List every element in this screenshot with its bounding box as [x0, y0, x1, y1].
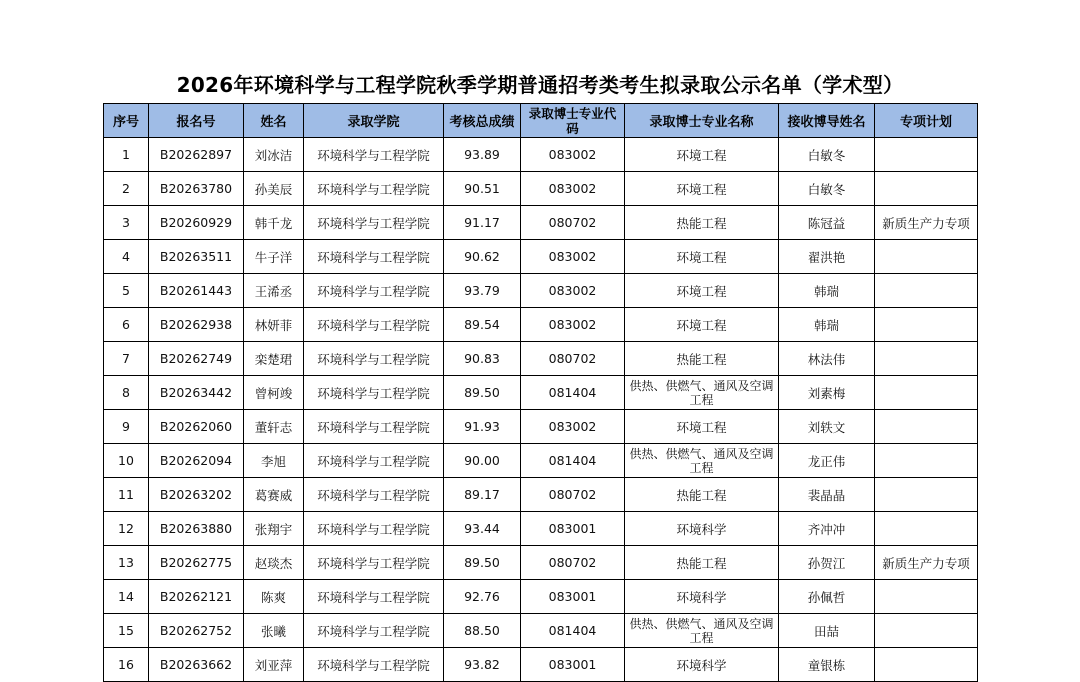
cell-reg-no: B20263511 [149, 240, 244, 274]
cell-reg-no: B20260929 [149, 206, 244, 240]
cell-major-name: 环境工程 [625, 308, 779, 342]
cell-reg-no: B20262938 [149, 308, 244, 342]
cell-major-code: 083001 [521, 648, 625, 682]
cell-reg-no: B20262749 [149, 342, 244, 376]
cell-index: 9 [104, 410, 149, 444]
cell-college: 环境科学与工程学院 [304, 512, 444, 546]
cell-index: 5 [104, 274, 149, 308]
cell-major-name: 热能工程 [625, 546, 779, 580]
table-row [104, 444, 978, 478]
cell-college: 环境科学与工程学院 [304, 376, 444, 410]
cell-total-score: 93.82 [444, 648, 521, 682]
cell-index: 6 [104, 308, 149, 342]
cell-college: 环境科学与工程学院 [304, 206, 444, 240]
cell-major-code: 081404 [521, 444, 625, 478]
cell-major-name: 环境工程 [625, 172, 779, 206]
cell-name: 王浠丞 [244, 274, 304, 308]
cell-total-score: 89.17 [444, 478, 521, 512]
cell-special-plan: 新质生产力专项 [875, 206, 978, 240]
cell-college: 环境科学与工程学院 [304, 546, 444, 580]
cell-total-score: 93.44 [444, 512, 521, 546]
cell-name: 孙美辰 [244, 172, 304, 206]
cell-supervisor: 龙正伟 [779, 444, 875, 478]
cell-major-code: 083002 [521, 410, 625, 444]
table-row [104, 478, 978, 512]
header-row [104, 104, 978, 138]
cell-college: 环境科学与工程学院 [304, 308, 444, 342]
cell-major-code: 080702 [521, 342, 625, 376]
cell-major-name: 环境科学 [625, 512, 779, 546]
table-body [104, 138, 978, 682]
document-title: 2026年环境科学与工程学院秋季学期普通招考类考生拟录取公示名单（学术型） [176, 73, 904, 97]
cell-special-plan [875, 410, 978, 444]
cell-name: 曾柯竣 [244, 376, 304, 410]
col-header-name: 姓名 [244, 104, 304, 138]
table-row [104, 546, 978, 580]
cell-special-plan [875, 274, 978, 308]
cell-supervisor: 刘素梅 [779, 376, 875, 410]
cell-major-code: 083002 [521, 172, 625, 206]
cell-special-plan: 新质生产力专项 [875, 546, 978, 580]
cell-supervisor: 翟洪艳 [779, 240, 875, 274]
cell-total-score: 92.76 [444, 580, 521, 614]
cell-major-code: 083002 [521, 240, 625, 274]
table-row [104, 614, 978, 648]
cell-reg-no: B20263780 [149, 172, 244, 206]
table-row [104, 172, 978, 206]
cell-name: 张翔宇 [244, 512, 304, 546]
cell-major-name: 环境工程 [625, 274, 779, 308]
cell-index: 16 [104, 648, 149, 682]
cell-supervisor: 田喆 [779, 614, 875, 648]
cell-major-name: 环境工程 [625, 410, 779, 444]
cell-supervisor: 林法伟 [779, 342, 875, 376]
admission-list-table [103, 103, 978, 682]
cell-major-code: 081404 [521, 614, 625, 648]
cell-supervisor: 童银栋 [779, 648, 875, 682]
table-row [104, 138, 978, 172]
cell-college: 环境科学与工程学院 [304, 614, 444, 648]
cell-index: 12 [104, 512, 149, 546]
cell-special-plan [875, 240, 978, 274]
col-header-major-name: 录取博士专业名称 [625, 104, 779, 138]
cell-college: 环境科学与工程学院 [304, 342, 444, 376]
col-header-college: 录取学院 [304, 104, 444, 138]
cell-special-plan [875, 478, 978, 512]
table-row [104, 580, 978, 614]
table-row [104, 512, 978, 546]
cell-index: 13 [104, 546, 149, 580]
cell-major-code: 080702 [521, 546, 625, 580]
cell-total-score: 90.83 [444, 342, 521, 376]
cell-total-score: 93.79 [444, 274, 521, 308]
cell-reg-no: B20263880 [149, 512, 244, 546]
table-row [104, 206, 978, 240]
table-header [104, 104, 978, 138]
cell-name: 刘冰洁 [244, 138, 304, 172]
col-header-special-plan: 专项计划 [875, 104, 978, 138]
cell-major-name: 热能工程 [625, 478, 779, 512]
cell-reg-no: B20263442 [149, 376, 244, 410]
cell-major-name: 供热、供燃气、通风及空调工程 [625, 614, 779, 648]
cell-total-score: 90.51 [444, 172, 521, 206]
col-header-supervisor: 接收博导姓名 [779, 104, 875, 138]
cell-supervisor: 裴晶晶 [779, 478, 875, 512]
cell-name: 赵琰杰 [244, 546, 304, 580]
cell-name: 李旭 [244, 444, 304, 478]
cell-major-code: 083001 [521, 512, 625, 546]
table-row [104, 410, 978, 444]
cell-total-score: 93.89 [444, 138, 521, 172]
cell-college: 环境科学与工程学院 [304, 478, 444, 512]
cell-index: 10 [104, 444, 149, 478]
cell-index: 4 [104, 240, 149, 274]
cell-major-name: 供热、供燃气、通风及空调工程 [625, 444, 779, 478]
cell-supervisor: 白敏冬 [779, 138, 875, 172]
cell-reg-no: B20262897 [149, 138, 244, 172]
cell-special-plan [875, 138, 978, 172]
cell-supervisor: 齐冲冲 [779, 512, 875, 546]
cell-major-name: 环境科学 [625, 580, 779, 614]
cell-total-score: 91.93 [444, 410, 521, 444]
cell-total-score: 89.54 [444, 308, 521, 342]
cell-name: 刘亚萍 [244, 648, 304, 682]
cell-college: 环境科学与工程学院 [304, 444, 444, 478]
cell-index: 8 [104, 376, 149, 410]
cell-total-score: 89.50 [444, 376, 521, 410]
cell-major-name: 热能工程 [625, 206, 779, 240]
cell-name: 陈爽 [244, 580, 304, 614]
cell-reg-no: B20262752 [149, 614, 244, 648]
cell-name: 葛赛威 [244, 478, 304, 512]
cell-supervisor: 陈冠益 [779, 206, 875, 240]
cell-index: 1 [104, 138, 149, 172]
cell-major-code: 081404 [521, 376, 625, 410]
cell-college: 环境科学与工程学院 [304, 580, 444, 614]
cell-total-score: 91.17 [444, 206, 521, 240]
cell-total-score: 88.50 [444, 614, 521, 648]
cell-major-name: 环境工程 [625, 240, 779, 274]
cell-special-plan [875, 308, 978, 342]
col-header-reg-no: 报名号 [149, 104, 244, 138]
cell-major-code: 083001 [521, 580, 625, 614]
cell-reg-no: B20261443 [149, 274, 244, 308]
cell-index: 2 [104, 172, 149, 206]
cell-special-plan [875, 648, 978, 682]
cell-reg-no: B20262060 [149, 410, 244, 444]
cell-major-code: 080702 [521, 478, 625, 512]
cell-supervisor: 白敏冬 [779, 172, 875, 206]
cell-major-code: 080702 [521, 206, 625, 240]
cell-special-plan [875, 512, 978, 546]
cell-name: 张曦 [244, 614, 304, 648]
table-row [104, 240, 978, 274]
table-row [104, 376, 978, 410]
cell-college: 环境科学与工程学院 [304, 138, 444, 172]
table-row [104, 308, 978, 342]
cell-supervisor: 孙佩哲 [779, 580, 875, 614]
table-row [104, 648, 978, 682]
cell-total-score: 90.00 [444, 444, 521, 478]
cell-major-name: 环境工程 [625, 138, 779, 172]
cell-supervisor: 韩瑞 [779, 308, 875, 342]
cell-reg-no: B20263662 [149, 648, 244, 682]
cell-special-plan [875, 614, 978, 648]
cell-major-code: 083002 [521, 308, 625, 342]
cell-name: 董轩志 [244, 410, 304, 444]
cell-major-name: 供热、供燃气、通风及空调工程 [625, 376, 779, 410]
cell-index: 15 [104, 614, 149, 648]
cell-major-name: 环境科学 [625, 648, 779, 682]
cell-major-code: 083002 [521, 138, 625, 172]
cell-special-plan [875, 342, 978, 376]
cell-total-score: 90.62 [444, 240, 521, 274]
table-row [104, 342, 978, 376]
col-header-index: 序号 [104, 104, 149, 138]
cell-total-score: 89.50 [444, 546, 521, 580]
cell-special-plan [875, 172, 978, 206]
cell-name: 韩千龙 [244, 206, 304, 240]
cell-name: 牛子洋 [244, 240, 304, 274]
cell-index: 7 [104, 342, 149, 376]
cell-name: 林妍菲 [244, 308, 304, 342]
cell-supervisor: 韩瑞 [779, 274, 875, 308]
cell-major-name: 热能工程 [625, 342, 779, 376]
cell-index: 14 [104, 580, 149, 614]
table-row [104, 274, 978, 308]
cell-special-plan [875, 376, 978, 410]
cell-college: 环境科学与工程学院 [304, 240, 444, 274]
cell-supervisor: 刘轶文 [779, 410, 875, 444]
cell-supervisor: 孙贺江 [779, 546, 875, 580]
cell-special-plan [875, 444, 978, 478]
cell-index: 3 [104, 206, 149, 240]
cell-college: 环境科学与工程学院 [304, 274, 444, 308]
cell-reg-no: B20262775 [149, 546, 244, 580]
col-header-major-code: 录取博士专业代码 [521, 104, 625, 138]
col-header-total-score: 考核总成绩 [444, 104, 521, 138]
cell-name: 栾楚珺 [244, 342, 304, 376]
cell-reg-no: B20262094 [149, 444, 244, 478]
cell-college: 环境科学与工程学院 [304, 648, 444, 682]
cell-index: 11 [104, 478, 149, 512]
cell-major-code: 083002 [521, 274, 625, 308]
cell-reg-no: B20263202 [149, 478, 244, 512]
cell-college: 环境科学与工程学院 [304, 172, 444, 206]
cell-reg-no: B20262121 [149, 580, 244, 614]
cell-college: 环境科学与工程学院 [304, 410, 444, 444]
cell-special-plan [875, 580, 978, 614]
